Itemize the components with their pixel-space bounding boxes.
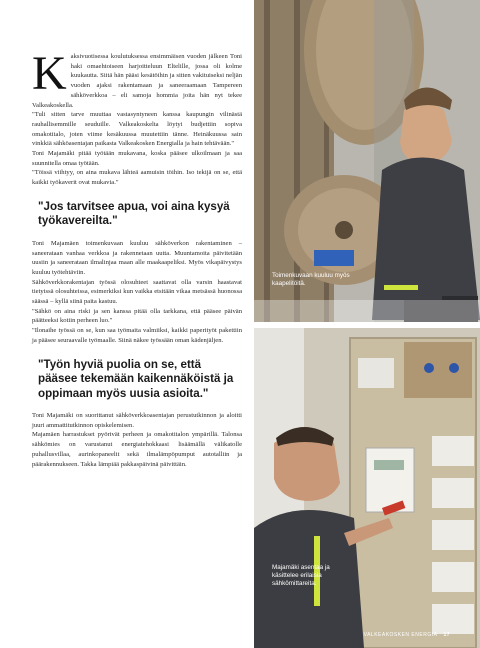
paragraph: Toni Majamäki on suorittanut sähköverkkoasentajan perustutkinnon ja aloitti juuri ammattitutkinnon opiskelemisen. (32, 412, 242, 429)
meter-cabinet-illustration (254, 328, 480, 648)
paragraph: "Sähkö on aina riski ja sen kanssa pitää olla tarkkana, että pääsee päivän päätteeksi kotiin perheen luo." (32, 307, 242, 325)
paragraph-text: aksivuotisessa koulutuksessa ensimmäisen vuoden jälkeen Toni haki omaehtoiseen harjoitteluun Eltelille, jossa oli kolme kuukautta. Siitä hän pääsi kesätöihin ja sitten vakituiseksi neljän vuoden ajaksi rakentamaan ja saneeraamaan Tampereen sähköverkkoa – eli samoja hommia joita hän nyt tekee Valkeakoskella. (32, 53, 242, 109)
paragraph: "Töissä viihtyy, on aina mukava lähteä aamuisin töihin. Iso tekijä on se, että kaikki työkaverit ovat mukavia." (32, 169, 242, 187)
paragraph: Toni Majamäen toimenkuvaan kuuluu sähköverkon rakentaminen – saneerataan vanhaa verkkoa ja rakennetaan uutta. Muuntamoita päivitetään uusiin ja saneerataan ilmalinjaa maan alle maakaapeliksi. Myös vikapäivystys kuuluu työtehtäviin. (32, 239, 242, 276)
paragraph: Sähköverkkorakentajan työssä olosuhteet saattavat olla varsin haastavat tietyissä olosuhteissa, esimerkiksi kun vaikka etsitään vikaa metsässä huonossa säässä – kyllä siinä paita kastuu. (32, 278, 242, 306)
paragraph: Majamäen harrastukset pyörivät perheen ja omakotitalon ympärillä. Talonsa sähkömies on varustanut energiatehokkaasi lisäämällä välikatolle puhallusvillaa, aurinkopaneelit sekä ilmalämpöpumput autotalliin ja päärakennukseen. Takka lämpiää pakkaspäivinä päivittäin. (32, 431, 242, 468)
meter-cabinet-photo (254, 328, 480, 648)
article-column (32, 47, 242, 469)
publication-name: VALKEAKOSKEN ENERGIA (363, 632, 438, 638)
lead-paragraph (32, 47, 242, 110)
page-number: 17 (443, 632, 450, 638)
page-folio (364, 632, 450, 638)
cable-drum-photo (254, 0, 480, 322)
photo-caption: Majamäki asentaa ja käsittelee erilaisia sähkömittareita. (272, 564, 330, 587)
pull-quote: "Jos tarvitsee apua, voi aina kysyä työkavereilta." (38, 199, 230, 228)
paragraph: Toni Majamäki pitää työtään mukavana, koska pääsee ulkoilmaan ja saa suunnitella omaa työtään. (32, 150, 242, 167)
pull-quote: "Työn hyviä puolia on se, että pääsee tekemään kaikennäköistä ja oppimaan myös uusia asioita." (38, 357, 234, 400)
photo-caption: Toimenkuvaan kuuluu myös kaapelitöitä. (272, 272, 350, 287)
paragraph: "Tuli sitten tarve muuttaa vastasyntyneen kanssa kaupungin vilinästä rauhallisemmille seuduille. Valkeakoskelta löytyi budjettiin sopiva omakotitalo, joten viime kesäkuussa muutettiin tänne. Heinäkuussa sain vinkkiä sähköasentajan paikasta Valkeakosken Energialla ja hain tehtävään." (32, 111, 242, 148)
drop-cap: K (32, 47, 67, 100)
paragraph: "Ilonaihe työssä on se, kun saa työmaita valmiiksi, kaikki paperityöt pakettiin ja pääsee seuraavalle työmaalle. Siinä näkee työssään oman kädenjäljen. (32, 327, 242, 344)
